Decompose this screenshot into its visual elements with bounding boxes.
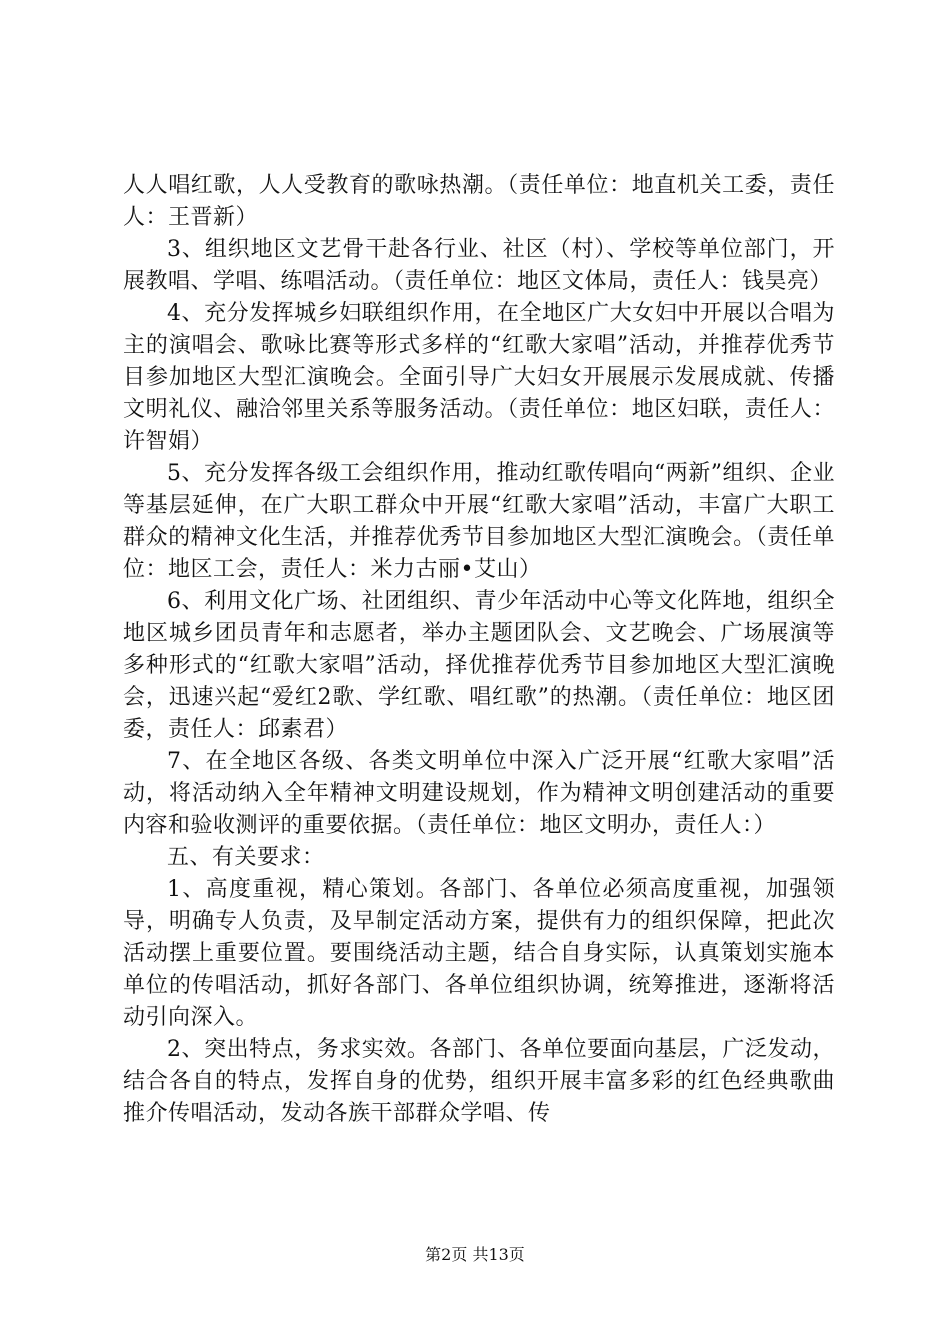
paragraph-continuation: 人人唱红歌，人人受教育的歌咏热潮。（责任单位：地直机关工委，责任人：王晋新） <box>123 173 835 230</box>
paragraph-item-4: 4、充分发挥城乡妇联组织作用，在全地区广大女妇中开展以合唱为主的演唱会、歌咏比赛等形式多样的“红歌大家唱”活动，并推荐优秀节目参加地区大型汇演晚会。全面引导广大妇女开展展示发展成就、传播文明礼仪、融洽邻里关系等服务活动。（责任单位：地区妇联，责任人：许智娟） <box>123 301 835 454</box>
paragraph-item-3: 3、组织地区文艺骨干赴各行业、社区（村）、学校等单位部门，开展教唱、学唱、练唱活动。（责任单位：地区文体局，责任人：钱昊亮） <box>123 237 835 294</box>
paragraph-item-7: 7、在全地区各级、各类文明单位中深入广泛开展“红歌大家唱”活动，将活动纳入全年精神文明建设规划，作为精神文明创建活动的重要内容和验收测评的重要依据。（责任单位：地区文明办，责任人：） <box>123 749 835 838</box>
paragraph-item-6: 6、利用文化广场、社团组织、青少年活动中心等文化阵地，组织全地区城乡团员青年和志愿者，举办主题团队会、文艺晚会、广场展演等多种形式的“红歌大家唱”活动，择优推荐优秀节目参加地区大型汇演晚会，迅速兴起“爱红2歌、学红歌、唱红歌”的热潮。（责任单位：地区团委，责任人：邱素君） <box>123 589 835 742</box>
page-footer: 第2页 共13页 <box>425 1245 525 1264</box>
paragraph-item-5: 5、充分发挥各级工会组织作用，推动红歌传唱向“两新”组织、企业等基层延伸，在广大职工群众中开展“红歌大家唱”活动，丰富广大职工群众的精神文化生活，并推荐优秀节目参加地区大型汇演晚会。（责任单位：地区工会，责任人：米力古丽•艾山） <box>123 461 835 582</box>
paragraph-requirement-1: 1、高度重视，精心策划。各部门、各单位必须高度重视，加强领导，明确专人负责，及早制定活动方案，提供有力的组织保障，把此次活动摆上重要位置。要围绕活动主题，结合自身实际，认真策划实施本单位的传唱活动，抓好各部门、各单位组织协调，统筹推进，逐渐将活动引向深入。 <box>123 877 835 1030</box>
document-body <box>123 170 835 1130</box>
section-heading-requirements: 五、有关要求： <box>167 845 325 870</box>
paragraph-requirement-2: 2、突出特点，务求实效。各部门、各单位要面向基层，广泛发动，结合各自的特点，发挥自身的优势，组织开展丰富多彩的红色经典歌曲推介传唱活动，发动各族干部群众学唱、传 <box>123 1037 835 1126</box>
